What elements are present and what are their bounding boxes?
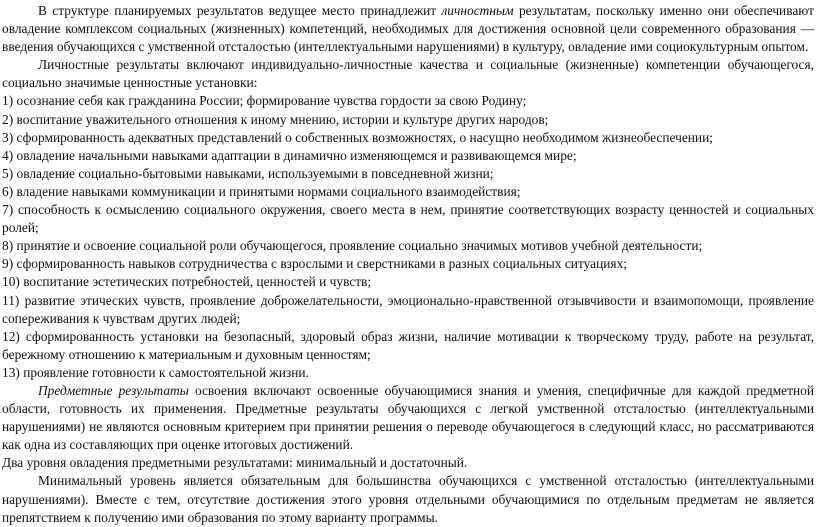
list-item: 5) овладение социально-бытовыми навыками, используемыми в повседневной жизни;	[2, 165, 494, 181]
list-item: 9) сформированность навыков сотрудничества с взрослыми и сверстниками в разных социальных ситуациях;	[2, 256, 627, 272]
intro-text-before: В структуре планируемых результатов ведущее место принадлежит	[38, 3, 442, 18]
subject-results-paragraph	[2, 382, 814, 454]
minimal-level-paragraph: Минимальный уровень является обязательным для большинства обучающихся с умственной отсталостью (интеллектуальными нарушениями). Вместе с тем, отсутствие достижения этого уровня отдельными обучающимися по отдельным предметам не является препятствием к получению ими образования по этому варианту программы.	[2, 473, 814, 525]
list-item: 12) сформированность установки на безопасный, здоровый образ жизни, наличие мотивации к творческому труду, работе на результат, бережному отношению к материальным и духовным ценностям;	[2, 328, 814, 362]
personal-results-list	[2, 92, 814, 382]
list-item: 6) владение навыками коммуникации и принятыми нормами социального взаимодействия;	[2, 183, 521, 199]
list-item: 7) способность к осмыслению социального окружения, своего места в нем, принятие соответствующих возрасту ценностей и социальных ролей;	[2, 202, 814, 236]
personal-results-intro: Личностные результаты включают индивидуально-личностные качества и социальные (жизненные) компетенции обучающегося, социально значимые ценностные установки:	[2, 57, 814, 91]
list-item: 4) овладение начальными навыками адаптации в динамично изменяющемся и развивающемся мире;	[2, 147, 577, 163]
intro-paragraph	[2, 2, 814, 56]
subject-text: освоения включают освоенные обучающимися знания и умения, специфичные для каждой предметной области, готовность их применения. Предметные результаты обучающихся с легкой умственной отсталостью (интеллектуальными нарушениями) не являются основным критерием при принятии решения о переводе обучающегося в следующий класс, но рассматриваются как одна из составляющих при оценке итоговых достижений.	[2, 382, 814, 453]
list-item: 13) проявление готовности к самостоятельной жизни.	[2, 364, 309, 380]
list-item: 1) осознание себя как гражданина России; формирование чувства гордости за свою Родину;	[2, 93, 527, 109]
intro-emphasis: личностным	[441, 3, 514, 18]
list-item: 3) сформированность адекватных представлений о собственных возможностях, о насущно необходимом жизнеобеспечении;	[2, 129, 713, 145]
subject-emphasis: Предметные результаты	[38, 382, 189, 398]
list-item: 2) воспитание уважительного отношения к иному мнению, истории и культуре других народов;	[2, 111, 549, 127]
intro-text-after: результатам, поскольку именно они обеспечивают овладение комплексом социальных (жизненных) компетенций, необходимых для достижения основной цели современного образования — введения обучающихся с умственной отсталостью (интеллектуальными нарушениями) в культуру, овладение ими социокультурным опытом.	[2, 3, 814, 55]
list-item: 11) развитие этических чувств, проявление доброжелательности, эмоционально-нравственной отзывчивости и взаимопомощи, проявление сопереживания к чувствам других людей;	[2, 292, 814, 326]
levels-line: Два уровня овладения предметными результатами: минимальный и достаточный.	[2, 455, 468, 471]
list-item: 8) принятие и освоение социальной роли обучающегося, проявление социально значимых мотивов учебной деятельности;	[2, 238, 703, 254]
list-item: 10) воспитание эстетических потребностей, ценностей и чувств;	[2, 274, 372, 290]
